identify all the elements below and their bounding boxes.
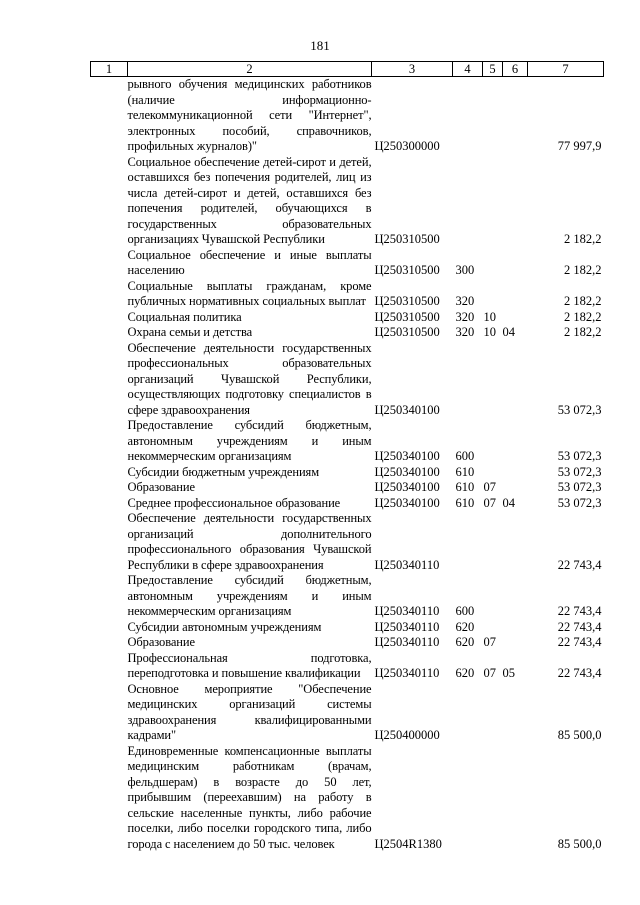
row-amount: 2 182,2 <box>564 309 602 324</box>
row-expense-type <box>453 744 483 853</box>
row-section <box>483 418 503 465</box>
row-amount: 22 743,4 <box>557 604 602 618</box>
row-subsection <box>503 248 528 279</box>
row-empty-cell <box>91 310 128 326</box>
row-amount: 2 182,2 <box>564 294 602 308</box>
table-row <box>91 651 604 682</box>
row-empty-cell <box>91 496 128 512</box>
row-section <box>483 279 503 310</box>
row-expense-type <box>453 511 483 573</box>
row-empty-cell <box>91 325 128 341</box>
budget-table <box>90 61 604 852</box>
table-row <box>91 480 604 496</box>
row-empty-cell <box>91 620 128 636</box>
row-target-code: Ц250310500 <box>374 309 440 324</box>
row-subsection <box>503 511 528 573</box>
row-section: 10 <box>483 309 496 324</box>
table-row <box>91 465 604 481</box>
row-subsection <box>503 573 528 620</box>
row-target-code: Ц250340100 <box>374 495 440 510</box>
column-number-header-row <box>91 62 604 77</box>
row-amount: 2 182,2 <box>564 232 602 246</box>
row-name: Субсидии автономным учреждениям <box>127 619 322 634</box>
row-empty-cell <box>91 682 128 744</box>
row-expense-type <box>453 77 483 155</box>
row-target-code: Ц250340110 <box>374 619 440 634</box>
row-expense-type: 610 <box>455 464 475 479</box>
row-expense-type: 300 <box>455 263 475 277</box>
row-expense-type: 620 <box>455 619 475 634</box>
row-subsection: 05 <box>502 666 515 680</box>
row-name: Предоставление субсидий бюджетным, автономным учреждениям и иным некоммерческим организациям <box>127 573 372 618</box>
table-row <box>91 511 604 573</box>
row-target-code: Ц250340110 <box>374 635 440 649</box>
row-subsection <box>503 744 528 853</box>
row-subsection <box>503 341 528 419</box>
row-empty-cell <box>91 341 128 419</box>
row-expense-type <box>453 682 483 744</box>
row-section <box>483 682 503 744</box>
row-empty-cell <box>91 465 128 481</box>
row-expense-type: 610 <box>455 480 475 494</box>
row-expense-type: 320 <box>455 309 475 324</box>
row-target-code: Ц250310500 <box>374 263 440 277</box>
row-empty-cell <box>91 744 128 853</box>
column-header: 2 <box>128 62 372 77</box>
row-target-code: Ц250340100 <box>374 464 440 479</box>
row-amount: 22 743,4 <box>557 557 602 572</box>
row-amount: 85 500,0 <box>557 728 602 742</box>
table-row <box>91 77 604 155</box>
row-subsection <box>503 310 528 326</box>
row-section <box>483 341 503 419</box>
table-row <box>91 279 604 310</box>
row-subsection <box>503 480 528 496</box>
row-subsection <box>503 635 528 651</box>
row-expense-type: 600 <box>455 604 475 618</box>
row-target-code: Ц250340110 <box>374 604 440 618</box>
table-row <box>91 341 604 419</box>
table-row <box>91 310 604 326</box>
page-number: 181 <box>310 38 330 53</box>
row-section <box>483 744 503 853</box>
row-target-code: Ц250340110 <box>374 666 440 680</box>
table-row <box>91 155 604 248</box>
row-target-code: Ц250310500 <box>374 325 440 339</box>
table-row <box>91 573 604 620</box>
row-name: Социальная политика <box>127 309 242 324</box>
row-empty-cell <box>91 511 128 573</box>
row-section <box>483 573 503 620</box>
row-target-code: Ц250340110 <box>374 557 440 572</box>
row-section: 07 <box>483 666 496 680</box>
row-empty-cell <box>91 635 128 651</box>
table-row <box>91 682 604 744</box>
row-name: Субсидии бюджетным учреждениям <box>127 464 320 479</box>
row-subsection <box>503 155 528 248</box>
row-name: Обеспечение деятельности государственных профессиональных образовательных организаций Чувашской Республики, осуществляющих подготовку специалистов в сфере здравоохранения <box>127 340 372 417</box>
row-expense-type: 610 <box>455 495 475 510</box>
row-empty-cell <box>91 248 128 279</box>
row-name: Социальное обеспечение и иные выплаты населению <box>127 247 372 277</box>
row-target-code: Ц250400000 <box>374 728 440 742</box>
column-header: 6 <box>503 62 528 77</box>
table-row <box>91 496 604 512</box>
row-target-code: Ц250310500 <box>374 294 440 308</box>
row-section: 07 <box>483 495 496 510</box>
row-empty-cell <box>91 573 128 620</box>
row-section <box>483 77 503 155</box>
row-subsection <box>503 418 528 465</box>
row-amount: 85 500,0 <box>557 836 602 851</box>
row-empty-cell <box>91 651 128 682</box>
row-empty-cell <box>91 480 128 496</box>
row-subsection <box>503 77 528 155</box>
row-expense-type: 620 <box>455 635 475 649</box>
row-amount: 2 182,2 <box>564 325 602 339</box>
table-row <box>91 620 604 636</box>
row-amount: 53 072,3 <box>557 402 602 417</box>
row-subsection <box>503 682 528 744</box>
row-name: Социальные выплаты гражданам, кроме публичных нормативных социальных выплат <box>127 278 372 308</box>
table-row <box>91 744 604 853</box>
row-amount: 22 743,4 <box>557 635 602 649</box>
row-section <box>483 511 503 573</box>
row-amount: 77 997,9 <box>557 139 602 153</box>
row-section: 07 <box>483 635 496 649</box>
row-expense-type: 600 <box>455 449 475 463</box>
row-amount: 53 072,3 <box>557 495 602 510</box>
row-amount: 2 182,2 <box>564 263 602 277</box>
row-name: Образование <box>127 635 195 649</box>
row-target-code: Ц250340100 <box>374 449 440 463</box>
row-amount: 53 072,3 <box>557 480 602 494</box>
row-expense-type <box>453 341 483 419</box>
row-name: Охрана семьи и детства <box>127 325 253 339</box>
row-expense-type <box>453 155 483 248</box>
row-subsection: 04 <box>502 495 515 510</box>
row-empty-cell <box>91 418 128 465</box>
row-amount: 53 072,3 <box>557 464 602 479</box>
row-section <box>483 465 503 481</box>
row-expense-type: 320 <box>455 325 475 339</box>
row-target-code: Ц2504R1380 <box>374 836 442 851</box>
column-header: 7 <box>528 62 604 77</box>
row-amount: 22 743,4 <box>557 666 602 680</box>
row-section <box>483 248 503 279</box>
row-name: Основное мероприятие "Обеспечение медицинских организаций системы здравоохранения квалифицированными кадрами" <box>127 681 372 742</box>
row-subsection <box>503 279 528 310</box>
row-empty-cell <box>91 77 128 155</box>
row-name: Обеспечение деятельности государственных организаций дополнительного профессионального образования Чувашской Республики в сфере здравоохранения <box>127 511 372 572</box>
row-target-code: Ц250340100 <box>374 480 440 494</box>
row-section <box>483 155 503 248</box>
row-name: Предоставление субсидий бюджетным, автономным учреждениям и иным некоммерческим организациям <box>127 418 372 463</box>
row-empty-cell <box>91 155 128 248</box>
row-subsection: 04 <box>502 325 515 339</box>
row-expense-type: 320 <box>455 294 475 308</box>
column-header: 1 <box>91 62 128 77</box>
row-name: Среднее профессиональное образование <box>127 495 341 510</box>
row-section: 10 <box>483 325 496 339</box>
row-empty-cell <box>91 279 128 310</box>
table-row <box>91 635 604 651</box>
row-name: рывного обучения медицинских работников (наличие информационно-телекоммуникационной сети "Интернет", электронных пособий, справочников, профильных журналов)" <box>127 77 372 153</box>
row-target-code: Ц250300000 <box>374 139 440 153</box>
row-subsection <box>503 465 528 481</box>
row-target-code: Ц250340100 <box>374 402 440 417</box>
row-subsection <box>503 620 528 636</box>
row-name: Профессиональная подготовка, переподготовка и повышение квалификации <box>127 650 372 680</box>
column-header: 5 <box>483 62 503 77</box>
row-section: 07 <box>483 480 496 494</box>
table-row <box>91 248 604 279</box>
row-amount: 22 743,4 <box>557 619 602 634</box>
column-header: 4 <box>453 62 483 77</box>
row-name: Социальное обеспечение детей-сирот и детей, оставшихся без попечения родителей, лиц из числа детей-сирот и детей, оставшихся без попечения родителей, обучающихся в государственных образовательных организациях Чувашской Республики <box>127 154 372 246</box>
row-expense-type: 620 <box>455 666 475 680</box>
row-name: Единовременные компенсационные выплаты медицинским работникам (врачам, фельдшерам) в возрасте до 50 лет, прибывшим (переехавшим) на работу в сельские населенные пункты, либо рабочие поселки, либо поселки городского типа, либо города с населением до 50 тыс. человек <box>127 743 372 851</box>
row-target-code: Ц250310500 <box>374 232 440 246</box>
row-amount: 53 072,3 <box>557 449 602 463</box>
table-row <box>91 325 604 341</box>
column-header: 3 <box>372 62 453 77</box>
row-name: Образование <box>127 480 195 494</box>
table-row <box>91 418 604 465</box>
row-section <box>483 620 503 636</box>
